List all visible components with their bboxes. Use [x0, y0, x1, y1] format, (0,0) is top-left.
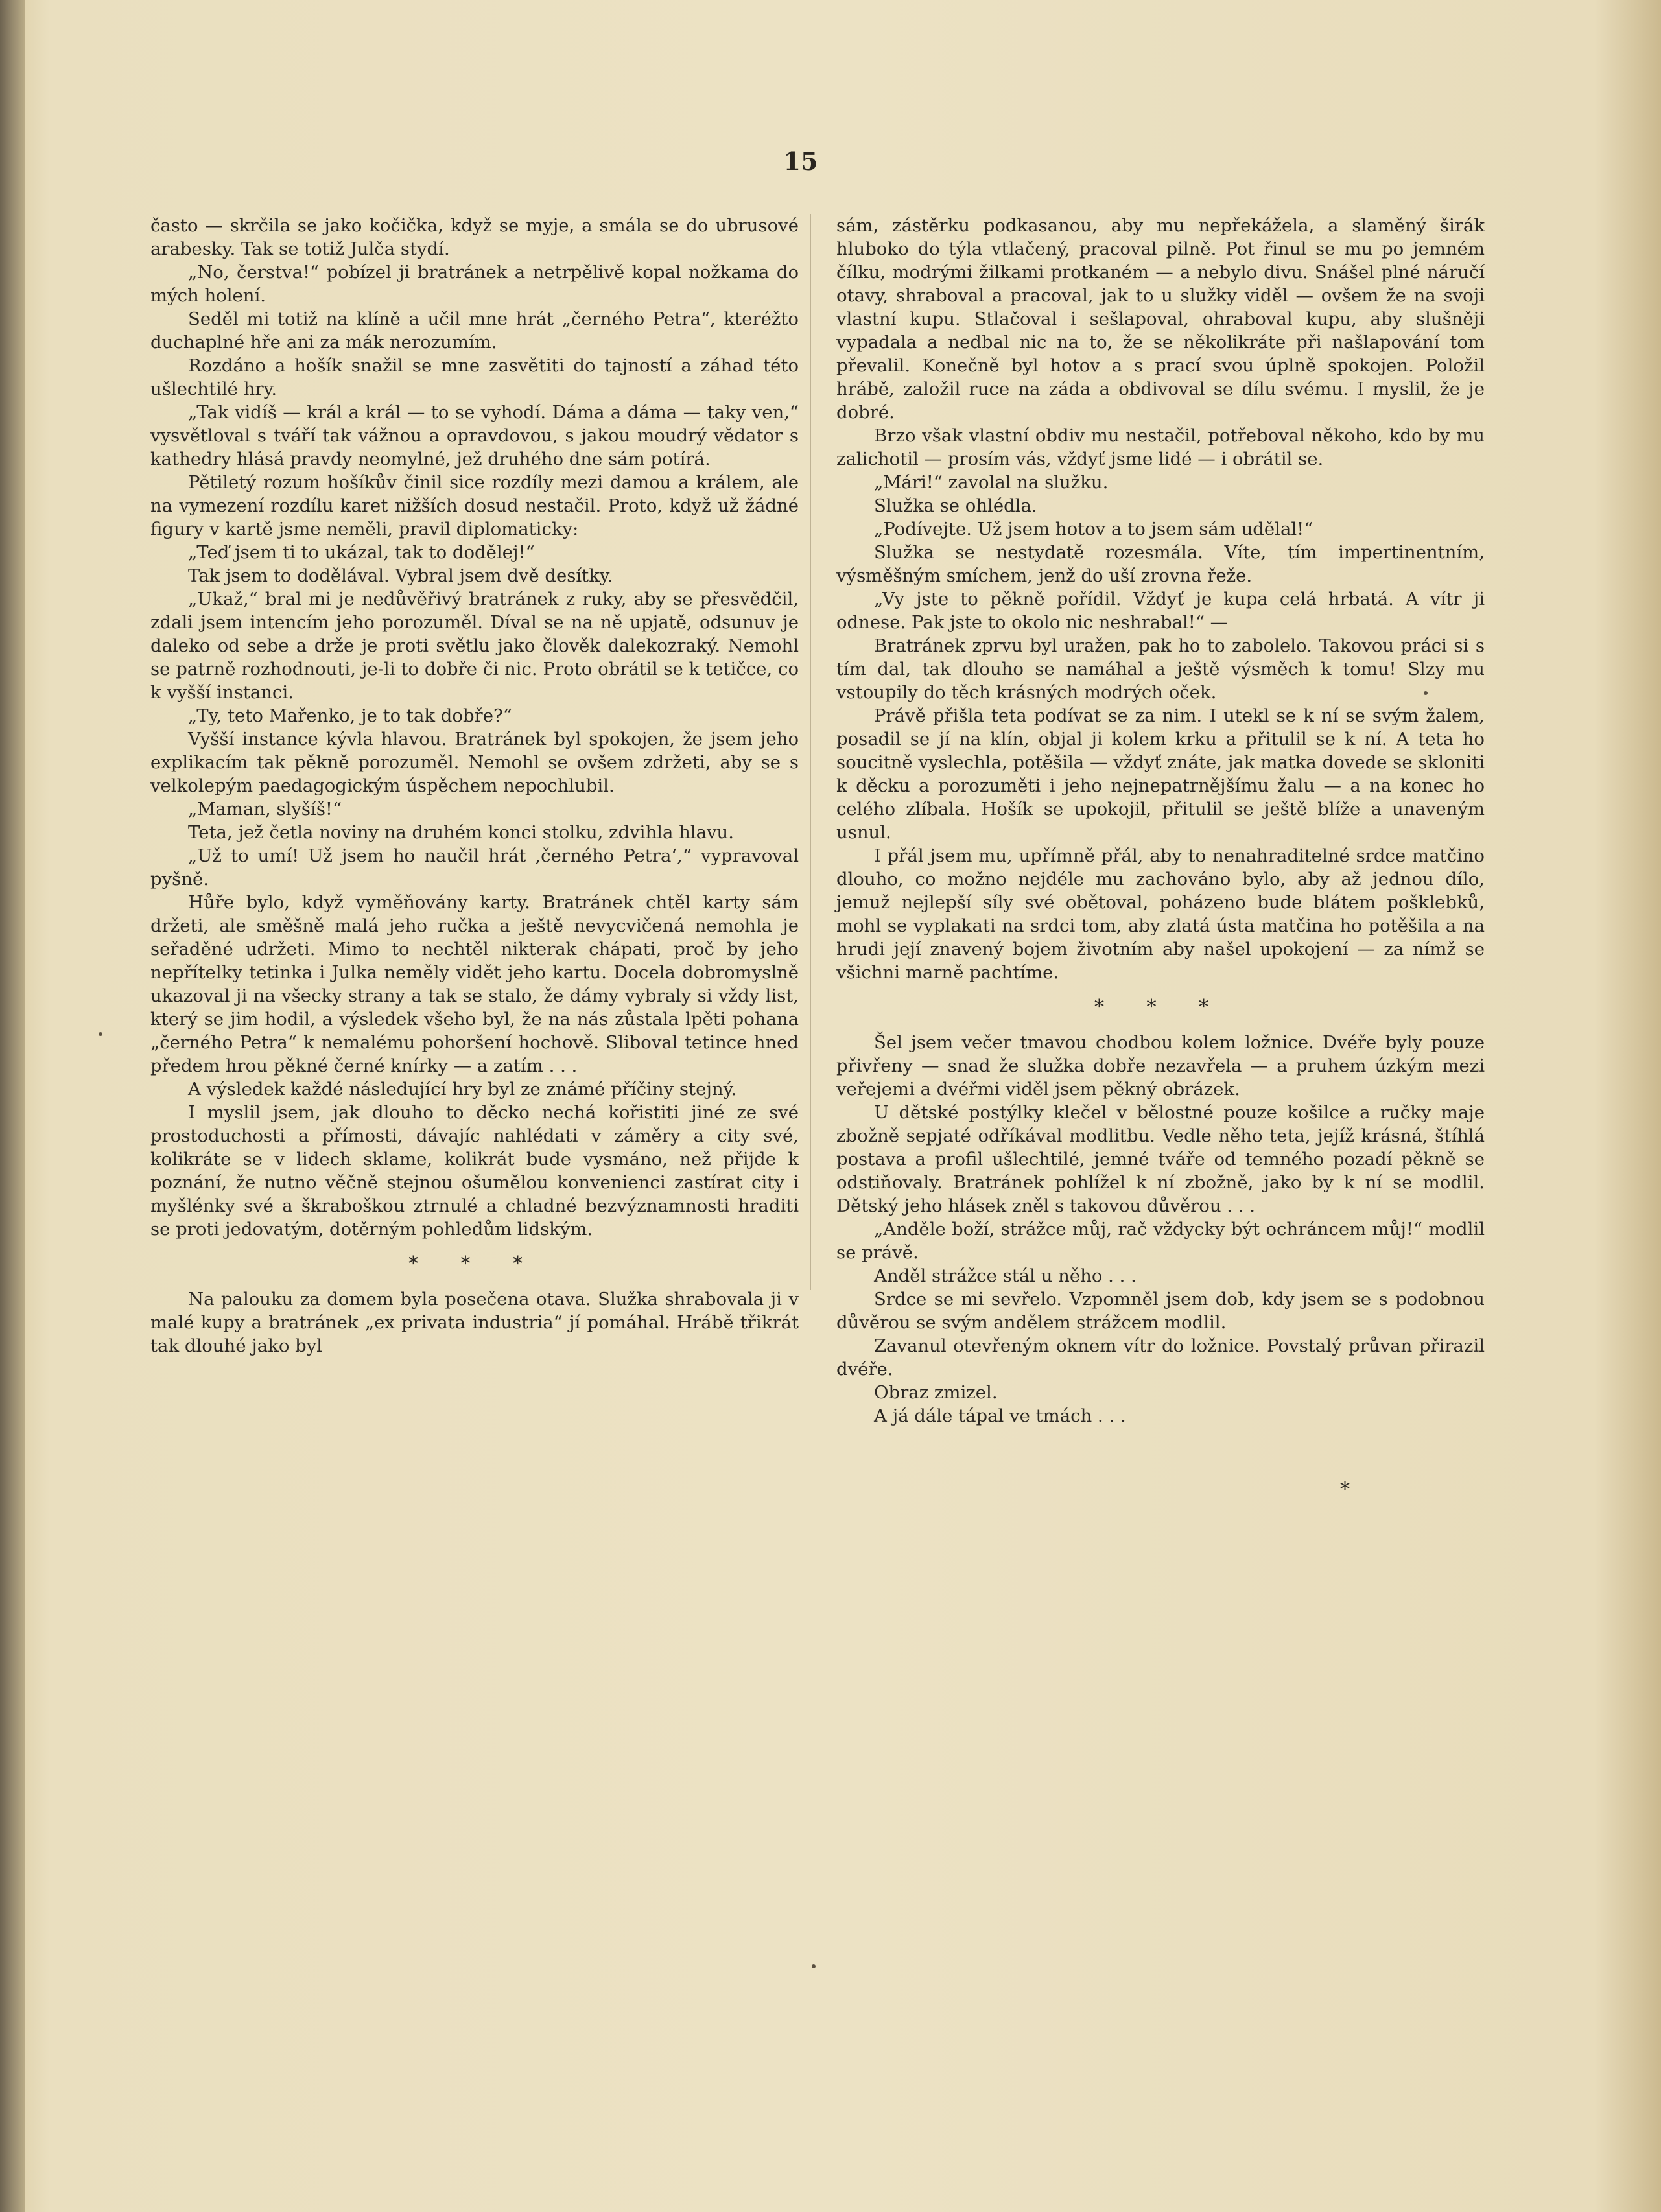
paragraph: „Mári!“ zavolal na služku.: [874, 472, 1109, 493]
paragraph: Brzo však vlastní obdiv mu nestačil, potřeboval někoho, kdo by mu zalichotil — prosím vás, vždyť jsme lidé — i obrátil se.: [836, 425, 1485, 469]
paragraph: „Vy jste to pěkně pořídil. Vždyť je kupa celá hrbatá. A vítr ji odnese. Pak jste to okolo nic neshrabal!“ —: [836, 589, 1485, 633]
paragraph: Šel jsem večer tmavou chodbou kolem ložnice. Dvéře byly pouze přivřeny — snad že služka dobře nezavřela — a pruhem úzkým mezi veřejemi a dvéřmi viděl jsem pěkný obrázek.: [836, 1032, 1485, 1100]
paragraph: Obraz zmizel.: [874, 1382, 998, 1403]
paragraph: Srdce se mi sevřelo. Vzpomněl jsem dob, kdy jsem se s podobnou důvěrou se svým andělem strážcem modlil.: [836, 1289, 1485, 1333]
paragraph: Pětiletý rozum hošíkův činil sice rozdíly mezi damou a králem, ale na vymezení rozdílu karet nižších dosud nestačil. Proto, když už žádné figury v kartě jsme neměli, pravil diplomaticky:: [150, 472, 799, 539]
paper-speck: [812, 1964, 816, 1968]
paragraph: „No, čerstva!“ pobízel ji bratránek a netrpělivě kopal nožkama do mých holení.: [150, 262, 799, 306]
paragraph: „Ty, teto Mařenko, je to tak dobře?“: [188, 705, 512, 726]
paragraph: Tak jsem to dodělával. Vybral jsem dvě desítky.: [188, 565, 613, 586]
paragraph: Vyšší instance kývla hlavou. Bratránek byl spokojen, že jsem jeho explikacím tak pěkně porozuměl. Nemohl se ovšem zdržeti, aby se s velkolepým paedagogickým úspěchem nepochlubil.: [150, 729, 799, 796]
paragraph: sám, zástěrku podkasanou, aby mu nepřekážela, a slaměný širák hluboko do týla vtlačený, pracoval pilně. Pot řinul se mu po jemném čílku, modrými žilkami protkaném — a nebylo divu. Snášel plné náručí otavy, shraboval a pracoval, jak to u služky viděl — ovšem že na svoji vlastní kupu. Stlačoval i sešlapoval, ohraboval kupu, aby slušněji vypadala a nedbal nic na to, že se několikráte při našlapování tom převalil. Konečně byl hotov a s prací svou úplně spokojen. Položil hrábě, založil ruce na záda a obdivoval se dílu svému. I myslil, že je dobré.: [836, 215, 1485, 423]
end-ornament-star: *: [1340, 1478, 1368, 1501]
paragraph: Hůře bylo, když vyměňovány karty. Bratránek chtěl karty sám držeti, ale směšně malá jeho ručka a ještě nevycvičená nemohla je seřaděné udržeti. Mimo to nechtěl nikterak chápati, proč by jeho nepřítelky tetinka i Julka neměly vidět jeho kartu. Docela dobromyslně ukazoval ji na všecky strany a tak se stalo, že dámy vybraly si vždy list, který se jim hodil, a výsledek všeho byl, že na nás zůstala lpěti pohana „černého Petra“ k nemalému pohoršení hochově. Sliboval tetince hned předem hrou pěkné černé knírky — a zatím . . .: [150, 892, 799, 1076]
paragraph: Právě přišla teta podívat se za nim. I utekl se k ní se svým žalem, posadil se jí na klín, objal ji kolem krku a přitulil se k ní. A teta ho soucitně vyslechla, potěšila — vždyť znáte, jak matka dovede se skloniti k děcku a porozuměti i jeho nejnepatrnějšímu žalu — a na konec ho celého zlíbala. Hošík se upokojil, přitulil se ještě blíže a unaveným usnul.: [836, 705, 1485, 843]
paragraph: „Anděle boží, strážce můj, rač vždycky být ochráncem můj!“ modlil se právě.: [836, 1219, 1485, 1263]
paragraph: Služka se ohlédla.: [874, 495, 1037, 516]
paragraph: U dětské postýlky klečel v bělostné pouze košilce a ručky maje zbožně sepjaté odříkával modlitbu. Vedle něho teta, jejíž krásná, štíhlá postava a profil ušlechtilé, jemné tváře od temného pozadí pěkně se odstiňovaly. Bratránek pohlížel k ní zbožně, jako by k ní se modlil. Dětský jeho hlásek zněl s takovou důvěrou . . .: [836, 1102, 1485, 1216]
page-number: 15: [783, 147, 818, 176]
column-divider: [810, 214, 811, 1290]
section-separator-stars: * * *: [408, 1253, 541, 1275]
paragraph: Na palouku za domem byla posečena otava. Služka shrabovala ji v malé kupy a bratránek „ex privata industria“ jí pomáhal. Hrábě třikrát tak dlouhé jako byl: [150, 1289, 799, 1356]
paragraph: Služka se nestydatě rozesmála. Víte, tím impertinentním, výsměšným smíchem, jenž do uší zrovna řeže.: [836, 542, 1485, 586]
paragraph: I myslil jsem, jak dlouho to děcko nechá kořistiti jiné ze své prostoduchosti a přímosti, dávajíc nahlédati v záměry a city své, kolikráte se v lidech sklame, kolikrát bude vysmáno, než přijde k poznání, že nutno věčně stejnou ošumělou konvenienci zastírat city i myšlénky své a škraboškou ztrnulé a chladné bezvýznamnosti hraditi se proti jedovatým, dotěrným pohledům lidským.: [150, 1102, 799, 1240]
paper-speck: [1424, 691, 1428, 695]
paragraph: „Tak vidíš — král a král — to se vyhodí. Dáma a dáma — taky ven,“ vysvětloval s tváří tak vážnou a opravdovou, s jakou moudrý vědator s kathedry hlásá pravdy neomylné, jež druhého dne sám potírá.: [150, 402, 799, 469]
section-separator-stars: * * *: [1094, 996, 1227, 1018]
paragraph: „Podívejte. Už jsem hotov a to jsem sám udělal!“: [874, 519, 1313, 539]
paragraph: Bratránek zprvu byl uražen, pak ho to zabolelo. Takovou práci si s tím dal, tak dlouho se namáhal a ještě výsměch k tomu! Slzy mu vstoupily do těch krásných modrých oček.: [836, 635, 1485, 703]
paragraph: I přál jsem mu, upřímně přál, aby to nenahraditelné srdce matčino dlouho, co možno nejdéle mu zachováno bylo, aby až jednou dílo, jemuž nejlepší síly své obětoval, poházeno bude blátem pošklebků, mohl se vyplakati na srdci tom, aby zlatá ústa matčina ho potěšila a na hrudi její znavený bojem životním aby našel upokojení — za nímž se všichni marně pachtíme.: [836, 845, 1485, 983]
paragraph: „Teď jsem ti to ukázal, tak to dodělej!“: [188, 542, 535, 563]
paper-speck: [99, 1032, 102, 1036]
book-spine-shadow: [0, 0, 25, 2212]
left-column: [150, 214, 799, 1358]
right-column: [836, 214, 1485, 1513]
paragraph: „Maman, slyšíš!“: [188, 799, 342, 819]
paragraph: „Ukaž,“ bral mi je nedůvěřivý bratránek z ruky, aby se přesvědčil, zdali jsem intencím jeho porozuměl. Díval se na ně upjatě, odsunuv je daleko od sebe a drže je proti světlu jako člověk dalekozraký. Nemohl se patrně rozhodnouti, je-li to dobře či nic. Proto obrátil se k tetičce, co k vyšší instanci.: [150, 589, 799, 703]
paragraph: Seděl mi totiž na klíně a učil mne hrát „černého Petra“, kteréžto duchaplné hře ani za mák nerozumím.: [150, 309, 799, 353]
paragraph: Rozdáno a hošík snažil se mne zasvětiti do tajností a záhad této ušlechtilé hry.: [150, 355, 799, 399]
paragraph: Anděl strážce stál u něho . . .: [874, 1265, 1137, 1286]
paragraph: Teta, jež četla noviny na druhém konci stolku, zdvihla hlavu.: [188, 822, 734, 843]
paragraph: A výsledek každé následující hry byl ze známé příčiny stejný.: [188, 1079, 737, 1100]
paragraph: „Už to umí! Už jsem ho naučil hrát ‚černého Petra‘,“ vypravoval pyšně.: [150, 845, 799, 889]
paragraph: často — skrčila se jako kočička, když se myje, a smála se do ubrusové arabesky. Tak se totiž Julča stydí.: [150, 215, 799, 259]
paragraph: A já dále tápal ve tmách . . .: [874, 1406, 1126, 1426]
paragraph: Zavanul otevřeným oknem vítr do ložnice. Povstalý průvan přirazil dvéře.: [836, 1335, 1485, 1380]
